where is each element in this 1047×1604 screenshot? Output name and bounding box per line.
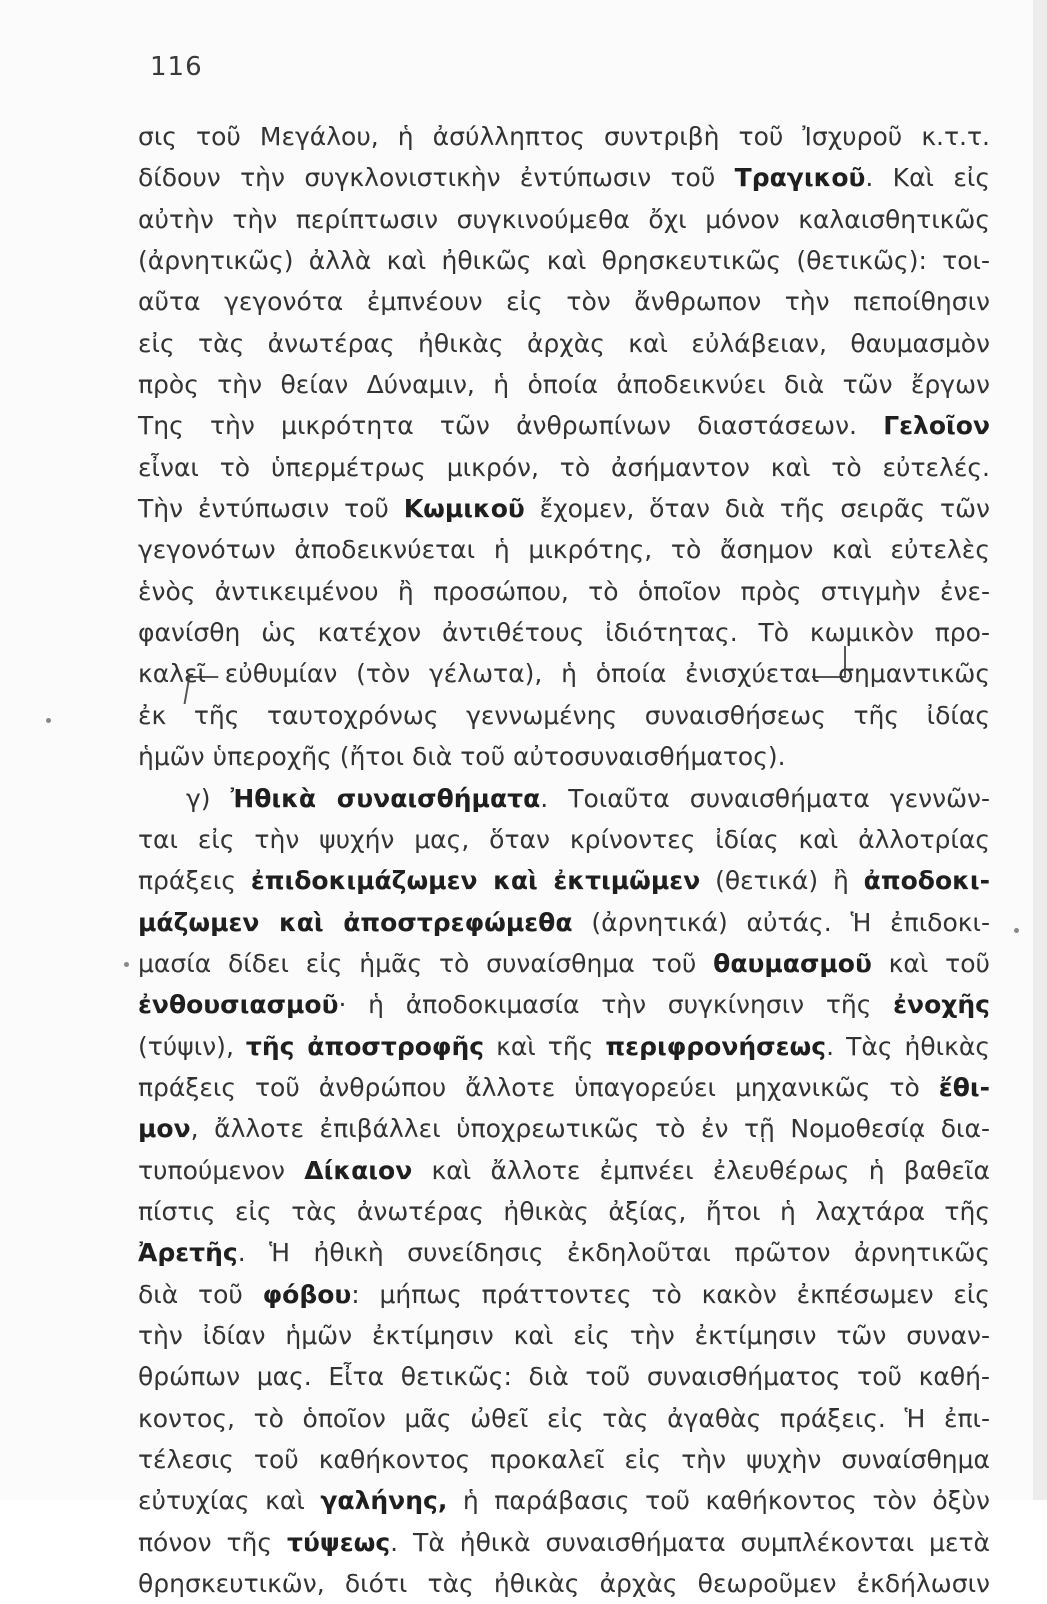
text-line — [138, 1191, 990, 1232]
bold-term: ἐνθουσιασμοῦ — [138, 990, 339, 1020]
text-line — [138, 488, 990, 529]
text-line — [138, 157, 990, 198]
text-segment: γεγονότων ἀποδεικνύεται ἡ μικρότης, τὸ ἄσημον καὶ εὐτελὲς — [138, 535, 990, 565]
bold-term: τύψεως — [287, 1527, 391, 1557]
text-segment: (θετικά) ἢ — [700, 866, 864, 896]
text-segment: . Καὶ εἰς — [865, 163, 990, 193]
text-segment: διὰ τοῦ — [138, 1279, 263, 1309]
text-segment: (ἀρνητικά) αὐτάς. Ἡ ἐπιδοκι- — [572, 907, 990, 937]
text-line — [138, 653, 990, 694]
text-line — [138, 116, 990, 157]
text-line — [138, 1108, 990, 1149]
text-segment: εἰς τὰς ἀνωτέρας ἠθικὰς ἀρχὰς καὶ εὐλάβειαν, θαυμασμὸν — [138, 328, 990, 358]
text-segment: (τύψιν), — [138, 1031, 246, 1061]
text-segment: καὶ ἄλλοτε ἐμπνέει ἐλευθέρως ἡ βαθεῖα — [412, 1155, 990, 1185]
text-segment: πρὸς τὴν θείαν Δύναμιν, ἡ ὁποία ἀποδεικνύει διὰ τῶν ἔργων — [138, 370, 990, 400]
text-line — [138, 1522, 990, 1563]
text-segment: φανίσθη ὡς κατέχον ἀντιθέτους ἰδιότητας. Τὸ κωμικὸν προ- — [138, 618, 990, 648]
text-segment: καλεῖ εὐθυμίαν (τὸν γέλωτα), ἡ ὁποία ἐνισχύεται σημαντικῶς — [138, 659, 990, 689]
text-line — [138, 1150, 990, 1191]
text-line — [138, 902, 990, 943]
text-line — [138, 571, 990, 612]
text-line — [138, 1315, 990, 1356]
text-line — [138, 1067, 990, 1108]
text-line — [138, 240, 990, 281]
scan-speck — [1014, 928, 1019, 933]
text-line — [138, 529, 990, 570]
text-segment: Τὴν ἐντύπωσιν τοῦ — [138, 494, 404, 524]
text-line — [138, 1356, 990, 1397]
text-segment: ἡμῶν ὑπεροχῆς (ἤτοι διὰ τοῦ αὐτοσυναισθήματος). — [138, 742, 786, 772]
bold-term: γαλήνης, — [320, 1486, 448, 1516]
page-edge-shadow — [1033, 0, 1047, 1500]
text-segment: : μήπως πράττοντες τὸ κακὸν ἐκπέσωμεν εἰς — [351, 1279, 990, 1309]
body-text — [138, 116, 990, 1604]
bold-term: περιφρονήσεως — [605, 1031, 827, 1061]
text-segment: . Τὰς ἠθικὰς — [826, 1031, 991, 1061]
bold-term: Ἠθικὰ συναισθήματα — [230, 783, 541, 813]
text-segment: · ἡ ἀποδοκιμασία τὴν συγκίνησιν τῆς — [338, 990, 894, 1020]
bold-term: Δίκαιον — [304, 1155, 413, 1185]
text-segment: θρησκευτικῶν, διότι τὰς ἠθικὰς ἀρχὰς θεωροῦμεν ἐκδήλωσιν — [138, 1569, 990, 1599]
text-segment: πράξεις τοῦ ἀνθρώπου ἄλλοτε ὑπαγορεύει μηχανικῶς τὸ — [138, 1072, 939, 1102]
page-number: 116 — [150, 52, 203, 82]
text-segment: αὐτὴν τὴν περίπτωσιν συγκινούμεθα ὄχι μόνον καλαισθητικῶς — [138, 204, 990, 234]
text-segment: τυπούμενον — [138, 1155, 305, 1185]
text-line — [138, 778, 990, 819]
text-segment: καὶ τῆς — [484, 1031, 606, 1061]
text-line — [138, 199, 990, 240]
text-segment: τὴν ἰδίαν ἡμῶν ἐκτίμησιν καὶ εἰς τὴν ἐκτίμησιν τῶν συναν- — [138, 1320, 990, 1350]
text-segment: (ἀρνητικῶς) ἀλλὰ καὶ ἠθικῶς καὶ θρησκευτικῶς (θετικῶς): τοι- — [138, 246, 990, 276]
text-line — [138, 364, 990, 405]
text-segment: αῦτα γεγονότα ἐμπνέουν εἰς τὸν ἄνθρωπον τὴν πεποίθησιν — [138, 287, 990, 317]
text-line — [138, 1563, 990, 1604]
text-segment: ται εἰς τὴν ψυχήν μας, ὅταν κρίνοντες ἰδίας καὶ ἀλλοτρίας — [138, 824, 990, 854]
text-line — [138, 695, 990, 736]
bold-term: Γελοῖον — [883, 411, 990, 441]
text-line — [138, 1398, 990, 1439]
text-segment: σις τοῦ Μεγάλου, ἡ ἀσύλληπτος συντριβὴ τοῦ Ἰσχυροῦ κ.τ.τ. — [138, 122, 990, 151]
bold-term: μάζωμεν καὶ ἀποστρεφώμεθα — [138, 907, 573, 937]
text-segment: , ἄλλοτε ἐπιβάλλει ὑποχρεωτικῶς τὸ ἐν τῇ Νομοθεσίᾳ δια- — [190, 1114, 990, 1144]
text-line — [138, 281, 990, 322]
text-segment: ἡ παράβασις τοῦ καθήκοντος τὸν ὀξὺν — [447, 1486, 990, 1516]
text-line — [138, 736, 990, 777]
text-line — [138, 612, 990, 653]
scan-speck — [124, 962, 129, 967]
text-segment: . Ἡ ἠθικὴ συνείδησις ἐκδηλοῦται πρῶτον ἀρνητικῶς — [237, 1238, 990, 1268]
text-line — [138, 1480, 990, 1521]
text-segment: καὶ τοῦ — [871, 948, 990, 978]
bold-term: ἔθι- — [938, 1072, 990, 1102]
text-segment: γ) — [186, 783, 231, 813]
text-segment: ἔχομεν, ὅταν διὰ τῆς σειρᾶς τῶν — [524, 494, 990, 524]
text-segment: πόνον τῆς — [138, 1527, 288, 1557]
text-line — [138, 943, 990, 984]
text-segment: θρώπων μας. Εἶτα θετικῶς: διὰ τοῦ συναισθήματος τοῦ καθή- — [138, 1362, 990, 1392]
text-line — [138, 447, 990, 488]
text-line — [138, 1232, 990, 1273]
text-segment: ἐκ τῆς ταυτοχρόνως γεννωμένης συναισθήσεως τῆς ἰδίας — [138, 700, 990, 730]
text-line — [138, 1439, 990, 1480]
bold-term: μον — [138, 1114, 191, 1144]
text-segment: τέλεσις τοῦ καθήκοντος προκαλεῖ εἰς τὴν ψυχὴν συναίσθημα — [138, 1445, 990, 1474]
bold-term: Ἀρετῆς — [138, 1238, 238, 1268]
bold-term: Τραγικοῦ — [734, 163, 866, 193]
text-segment: . Τοιαῦτα συναισθήματα γεννῶν- — [540, 783, 991, 813]
text-line — [138, 860, 990, 901]
text-line — [138, 1274, 990, 1315]
bold-term: φόβου — [262, 1279, 352, 1309]
bold-term: θαυμασμοῦ — [713, 948, 872, 978]
text-segment: Της τὴν μικρότητα τῶν ἀνθρωπίνων διαστάσεων. — [138, 411, 884, 441]
text-segment: εἶναι τὸ ὑπερμέτρως μικρόν, τὸ ἀσήμαντον καὶ τὸ εὐτελές. — [138, 452, 990, 482]
text-segment: πράξεις — [138, 866, 251, 896]
bold-term: τῆς ἀποστροφῆς — [245, 1031, 485, 1061]
text-line — [138, 405, 990, 446]
text-line — [138, 1026, 990, 1067]
text-line — [138, 323, 990, 364]
bold-term: ἐπιδοκιμάζωμεν καὶ ἐκτιμῶμεν — [250, 866, 701, 896]
text-segment: μασία δίδει εἰς ἡμᾶς τὸ συναίσθημα τοῦ — [138, 948, 714, 978]
bold-term: Κωμικοῦ — [403, 494, 525, 524]
text-segment: κοντος, τὸ ὁποῖον μᾶς ὠθεῖ εἰς τὰς ἀγαθὰς πράξεις. Ἡ ἐπι- — [138, 1403, 990, 1433]
text-line — [138, 819, 990, 860]
text-segment: πίστις εἰς τὰς ἀνωτέρας ἠθικὰς ἀξίας, ἤτοι ἡ λαχτάρα τῆς — [138, 1196, 990, 1226]
bold-term: ἐνοχῆς — [893, 990, 990, 1020]
text-line — [138, 984, 990, 1025]
text-segment: . Τὰ ἠθικὰ συναισθήματα συμπλέκονται μετὰ — [390, 1527, 990, 1557]
text-segment: ἑνὸς ἀντικειμένου ἢ προσώπου, τὸ ὁποῖον πρὸς στιγμὴν ἐνε- — [138, 576, 990, 606]
text-segment: δίδουν τὴν συγκλονιστικὴν ἐντύπωσιν τοῦ — [138, 163, 735, 193]
scan-speck — [46, 718, 51, 723]
bold-term: ἀποδοκι- — [863, 866, 990, 896]
text-segment: εὐτυχίας καὶ — [138, 1486, 321, 1516]
